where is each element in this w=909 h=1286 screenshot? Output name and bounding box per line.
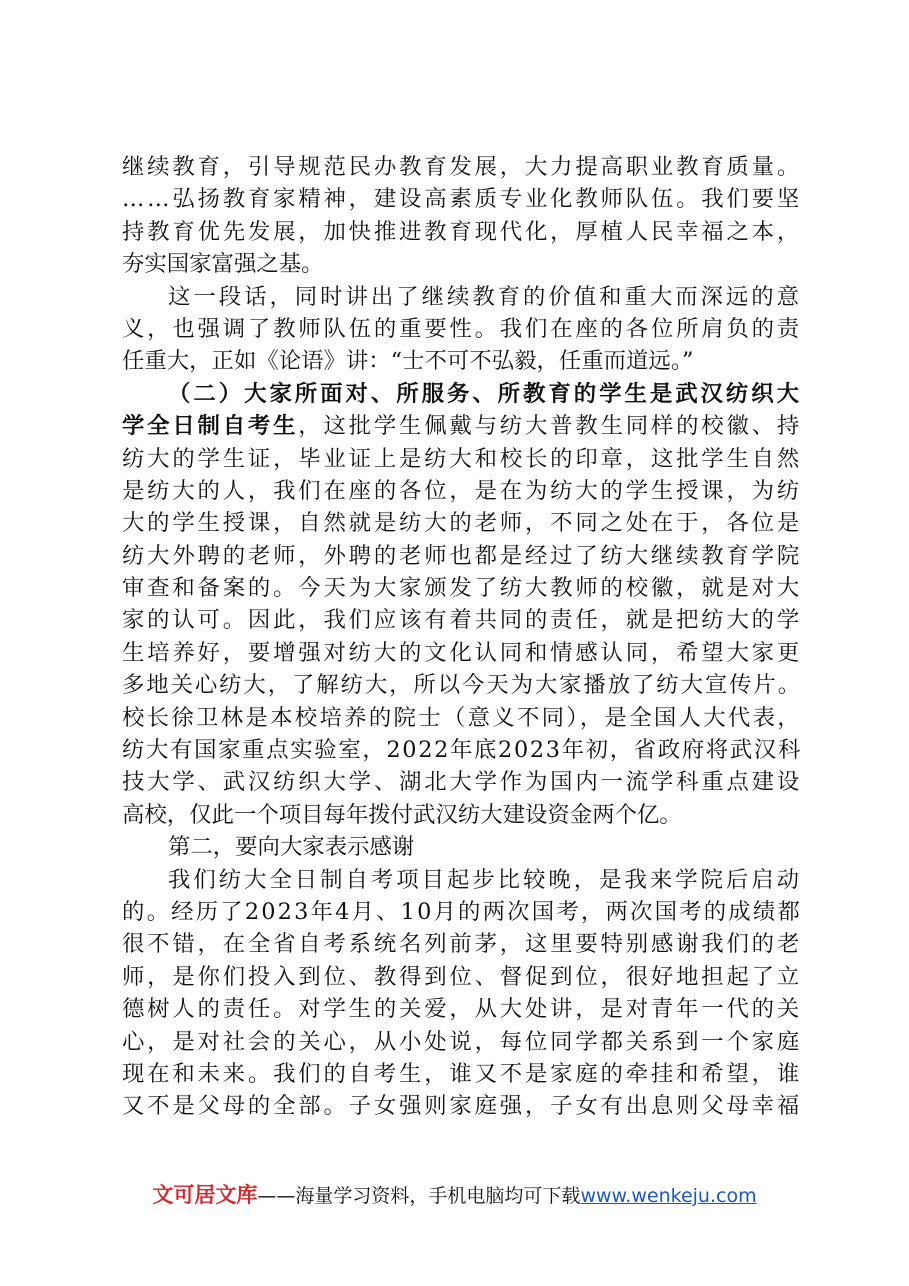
text-line: ……弘扬教育家精神，建设高素质专业化教师队伍。我们要坚	[122, 186, 802, 213]
text-line: 家的认可。因此，我们应该有着共同的责任，就是把纺大的学	[122, 607, 802, 634]
text-segment: ，这批学生佩戴与纺大普教生同样的校徽、持	[298, 413, 802, 440]
text-line: 任重大，正如《论语》讲：“士不可不弘毅，任重而道远。”	[122, 348, 694, 375]
subheading-line: 第二，要向大家表示感谢	[168, 834, 415, 861]
text-line: 纺大外聘的老师，外聘的老师也都是经过了纺大继续教育学院	[122, 542, 802, 569]
text-line: 校长徐卫林是本校培养的院士（意义不同），是全国人大代表，	[122, 704, 802, 731]
text-line: 纺大的学生证，毕业证上是纺大和校长的印章，这批学生自然	[122, 445, 802, 472]
text-line: 持教育优先发展，加快推进教育现代化，厚植人民幸福之本，	[122, 218, 802, 245]
text-line: 审查和备案的。今天为大家颁发了纺大教师的校徽，就是对大	[122, 575, 802, 602]
text-line	[122, 410, 802, 442]
text-line: 的。经历了2023年4月、10月的两次国考，两次国考的成绩都	[122, 898, 802, 925]
text-line: 师，是你们投入到位、教得到位、督促到位，很好地担起了立	[122, 963, 802, 990]
text-line: 义，也强调了教师队伍的重要性。我们在座的各位所肩负的责	[122, 315, 802, 342]
section-heading-tail: 学全日制自考生	[122, 413, 299, 440]
text-line: 很不错，在全省自考系统名列前茅，这里要特别感谢我们的老	[122, 931, 802, 958]
text-line: 心，是对社会的关心，从小处说，每位同学都关系到一个家庭	[122, 1028, 802, 1055]
text-line: 德树人的责任。对学生的关爱，从大处讲，是对青年一代的关	[122, 996, 802, 1023]
text-line: 是纺大的人，我们在座的各位，是在为纺大的学生授课，为纺	[122, 477, 802, 504]
footer-slogan: 海量学习资料，手机电脑均可下载	[295, 1185, 581, 1207]
text-line: 纺大有国家重点实验室，2022年底2023年初，省政府将武汉科	[122, 737, 802, 764]
brand-name: 文可居文库	[152, 1183, 258, 1207]
footer-banner	[0, 1182, 909, 1209]
text-line: 又不是父母的全部。子女强则家庭强，子女有出息则父母幸福	[122, 1093, 802, 1120]
text-line: 夯实国家富强之基。	[122, 251, 324, 278]
text-line: 我们纺大全日制自考项目起步比较晚，是我来学院后启动	[168, 866, 802, 893]
text-line: 技大学、武汉纺织大学、湖北大学作为国内一流学科重点建设	[122, 769, 802, 796]
section-heading-line: （二）大家所面对、所服务、所教育的学生是武汉纺织大	[168, 380, 802, 407]
text-line: 继续教育，引导规范民办教育发展，大力提高职业教育质量。	[122, 154, 802, 180]
text-line: 高校，仅此一个项目每年拨付武汉纺大建设资金两个亿。	[122, 801, 682, 828]
text-line: 生培养好，要增强对纺大的文化认同和情感认同，希望大家更	[122, 639, 802, 666]
text-line: 大的学生授课，自然就是纺大的老师，不同之处在于，各位是	[122, 510, 802, 537]
text-line: 这一段话，同时讲出了继续教育的价值和重大而深远的意	[168, 283, 802, 310]
text-line: 多地关心纺大，了解纺大，所以今天为大家播放了纺大宣传片。	[122, 672, 802, 699]
footer-dash: ——	[257, 1185, 296, 1207]
footer-link[interactable]: www.wenkeju.com	[580, 1185, 757, 1207]
text-line: 现在和未来。我们的自考生，谁又不是家庭的牵挂和希望，谁	[122, 1060, 802, 1087]
document-body	[122, 151, 802, 1123]
